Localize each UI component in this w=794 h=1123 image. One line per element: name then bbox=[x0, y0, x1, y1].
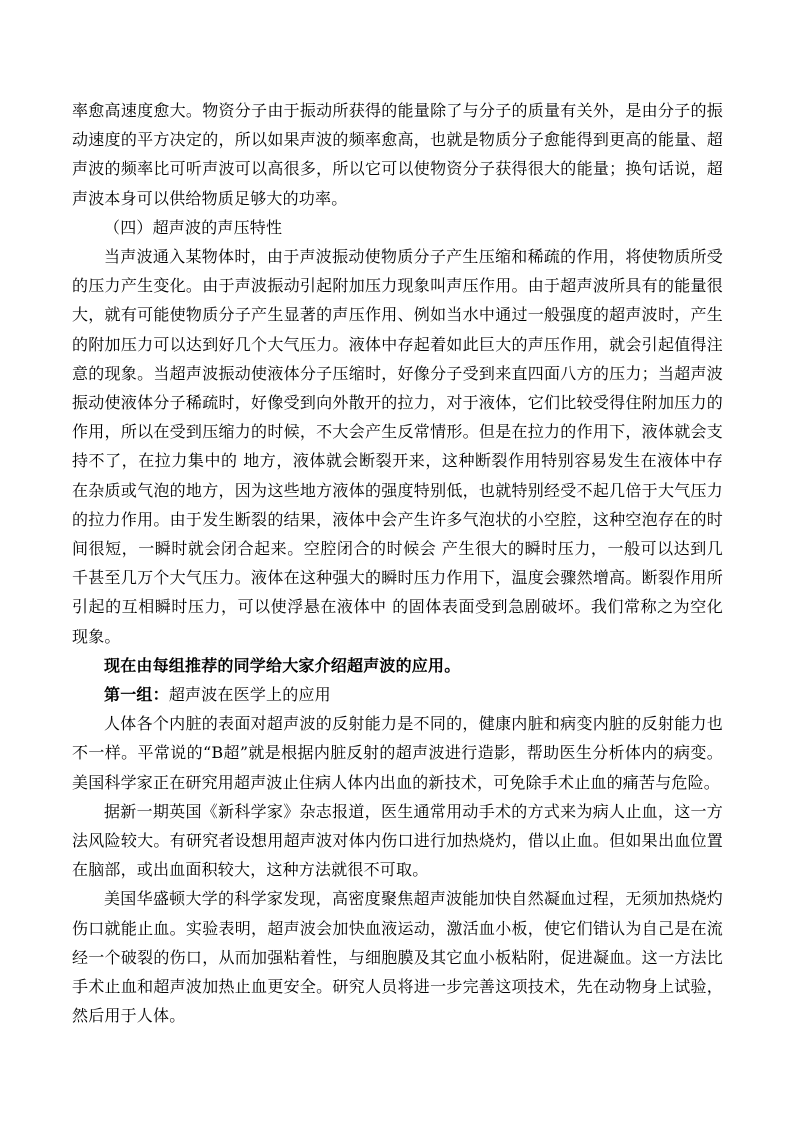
paragraph-organ-reflection: 人体各个内脏的表面对超声波的反射能力是不同的，健康内脏和病变内脏的反射能力也不一样。平常说的“B超”就是根据内脏反射的超声波进行造影，帮助医生分析体内的病变。美国科学家正在研究用超声波止住病人体内出血的新技术，可免除手术止血的痛苦与危险。 bbox=[72, 714, 723, 792]
group1-heading bbox=[72, 680, 723, 709]
paragraph-energy-continuation: 率愈高速度愈大。物资分子由于振动所获得的能量除了与分子的质量有关外，是由分子的振动速度的平方决定的，所以如果声波的频率愈高，也就是物质分子愈能得到更高的能量、超声波的频率比可听声波可以高很多，所以它可以使物资分子获得很大的能量；换句话说，超声波本身可以供给物质足够大的功率。 bbox=[72, 101, 723, 208]
group1-title: 超声波在医学上的应用 bbox=[168, 685, 331, 705]
document-page bbox=[72, 96, 723, 1031]
paragraph-sound-pressure: 当声波通入某物体时，由于声波振动使物质分子产生压缩和稀疏的作用，将使物质所受的压力产生变化。由于声波振动引起附加压力现象叫声压作用。由于超声波所具有的能量很大，就有可能使物质分子产生显著的声压作用、例如当水中通过一般强度的超声波时，产生的附加压力可以达到好几个大气压力。液体中存起着如此巨大的声压作用，就会引起值得注意的现象。当超声波振动使液体分子压缩时，好像分子受到来直四面八方的压力；当超声波振动使液体分子稀疏时，好像受到向外散开的拉力，对于液体，它们比较受得住附加压力的作用，所以在受到压缩力的时候，不大会产生反常情形。但是在拉力的作用下，液体就会支持不了，在拉力集中的 地方，液体就会断裂开来，这种断裂作用特别容易发生在液体中存在杂质或气泡的地方，因为这些地方液体的强度特别低，也就特别经受不起几倍于大气压力的拉力作用。由于发生断裂的结果，液体中会产生许多气泡状的小空腔，这种空泡存在的时间很短，一瞬时就会闭合起来。空腔闭合的时候会 产生很大的瞬时压力，一般可以达到几千甚至几万个大气压力。液体在这种强大的瞬时压力作用下，温度会骤然增高。断裂作用所引起的互相瞬时压力，可以使浮悬在液体中 的固体表面受到急剧破坏。我们常称之为空化现象。 bbox=[72, 247, 723, 646]
section-heading-sound-pressure: （四）超声波的声压特性 bbox=[104, 217, 283, 237]
group1-label: 第一组： bbox=[104, 685, 169, 705]
paragraph-new-scientist: 据新一期英国《新科学家》杂志报道，医生通常用动手术的方式来为病人止血，这一方法风险较大。有研究者设想用超声波对体内伤口进行加热烧灼，借以止血。但如果出血位置在脑部，或出血面积较大，这种方法就很不可取。 bbox=[72, 801, 723, 880]
paragraph-washington-study: 美国华盛顿大学的科学家发现，高密度聚焦超声波能加快自然凝血过程，无须加热烧灼伤口就能止血。实验表明，超声波会加快血液运动，激活血小板，使它们错认为自己是在流经一个破裂的伤口，从而加强粘着性，与细胞膜及其它血小板粘附，促进凝血。这一方法比手术止血和超声波加热止血更安全。研究人员将进一步完善这项技术，先在动物身上试验，然后用于人体。 bbox=[72, 889, 723, 1026]
applications-intro: 现在由每组推荐的同学给大家介绍超声波的应用。 bbox=[104, 655, 461, 675]
